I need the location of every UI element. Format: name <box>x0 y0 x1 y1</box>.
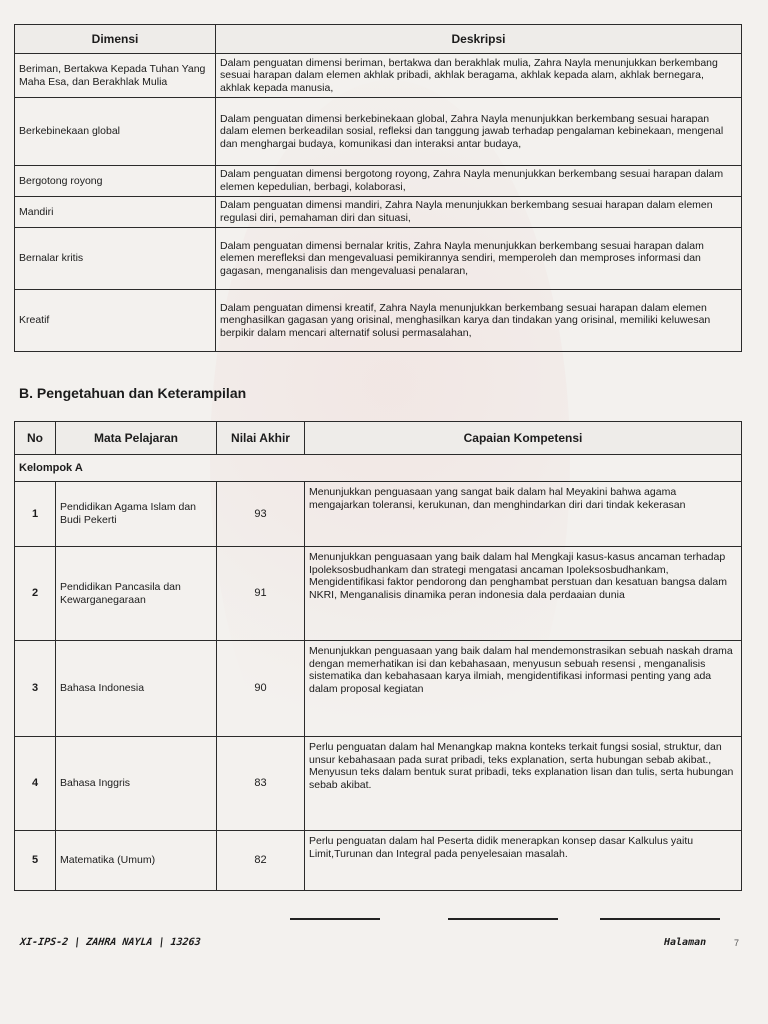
dimensi-cell: Kreatif <box>15 290 216 352</box>
table-row <box>15 290 742 352</box>
table-row <box>15 641 742 737</box>
subject-name: Pendidikan Agama Islam dan Budi Pekerti <box>56 482 217 547</box>
deskripsi-cell: Dalam penguatan dimensi kreatif, Zahra Nayla menunjukkan berkembang sesuai harapan dalam elemen menghasilkan gagasan yang orisinal, menghasilkan karya dan tindakan yang orisinal, memiliki keluwesan berpikir dalam mencari alternatif solusi permasalahan, <box>216 290 742 352</box>
dimensi-cell: Bernalar kritis <box>15 228 216 290</box>
nilai-table-header <box>15 422 742 455</box>
table-row <box>15 482 742 547</box>
footer-divider <box>448 918 558 920</box>
deskripsi-cell: Dalam penguatan dimensi berkebinekaan global, Zahra Nayla menunjukkan berkembang sesuai harapan dalam elemen berkeadilan sosial, refleksi dan tanggung jawab terhadap pengalaman kebinekaan, mengenal dan menghargai budaya, komunikasi dan interaksi antar budaya, <box>216 98 742 166</box>
final-score: 82 <box>217 831 305 891</box>
header-capaian-kompetensi: Capaian Kompetensi <box>305 422 742 455</box>
header-dimensi: Dimensi <box>15 25 216 54</box>
deskripsi-cell: Dalam penguatan dimensi bergotong royong, Zahra Nayla menunjukkan berkembang sesuai harapan dalam elemen kepedulian, berbagi, kolaborasi, <box>216 166 742 197</box>
footer-divider <box>290 918 380 920</box>
subject-name: Pendidikan Pancasila dan Kewarganegaraan <box>56 547 217 641</box>
footer-page-number: 7 <box>734 938 740 948</box>
competency-text: Menunjukkan penguasaan yang baik dalam hal Mengkaji kasus-kasus ancaman terhadap Ipoleksosbudhankam dan strategi mengatasi ancaman Ipoleksosbudhankam, Mengidentifikasi faktor pendorong dan penghambat perstuan dan kesatuan bangsa dalam NKRI, Menganalisis dinamika peran indonesia dala perdaaian dunia <box>305 547 742 641</box>
final-score: 90 <box>217 641 305 737</box>
row-number: 5 <box>15 831 56 891</box>
table-row <box>15 98 742 166</box>
deskripsi-cell: Dalam penguatan dimensi mandiri, Zahra Nayla menunjukkan berkembang sesuai harapan dalam elemen regulasi diri, pemahaman diri dan situasi, <box>216 197 742 228</box>
dimensi-table <box>14 24 742 352</box>
section-title: B. Pengetahuan dan Keterampilan <box>19 385 247 401</box>
row-number: 2 <box>15 547 56 641</box>
competency-text: Perlu penguatan dalam hal Peserta didik menerapkan konsep dasar Kalkulus yaitu Limit,Turunan dan Integral pada penyelesaian masalah. <box>305 831 742 891</box>
row-number: 3 <box>15 641 56 737</box>
table-row <box>15 197 742 228</box>
row-number: 1 <box>15 482 56 547</box>
table-row <box>15 166 742 197</box>
final-score: 91 <box>217 547 305 641</box>
deskripsi-cell: Dalam penguatan dimensi bernalar kritis, Zahra Nayla menunjukkan berkembang sesuai harapan dalam elemen merefleksi dan mengevaluasi pemikirannya sendiri, memperoleh dan memproses informasi dan gagasan, menganalisis dan mengevaluasi penalaran, <box>216 228 742 290</box>
group-row <box>15 455 742 482</box>
final-score: 83 <box>217 737 305 831</box>
footer-divider <box>600 918 720 920</box>
subject-name: Matematika (Umum) <box>56 831 217 891</box>
competency-text: Menunjukkan penguasaan yang sangat baik dalam hal Meyakini bahwa agama mengajarkan toleransi, kerukunan, dan menghindarkan diri dari tindak kekerasan <box>305 482 742 547</box>
header-nilai-akhir: Nilai Akhir <box>217 422 305 455</box>
competency-text: Menunjukkan penguasaan yang baik dalam hal mendemonstrasikan sebuah naskah drama dengan memerhatikan isi dan kebahasaan, menyusun sebuah resensi , menganalisis sistematika dan kebahasaan karya ilmiah, mengidentifikasi informasi penting yang ada dalam proposal kegiatan <box>305 641 742 737</box>
header-deskripsi: Deskripsi <box>216 25 742 54</box>
footer-student-info: XI-IPS-2 | ZAHRA NAYLA | 13263 <box>19 937 202 948</box>
competency-text: Perlu penguatan dalam hal Menangkap makna konteks terkait fungsi sosial, struktur, dan unsur kebahasaan pada surat pribadi, teks explanation, serta hubungan sebab akibat., Menyusun teks dalam bentuk surat pribadi, teks explanation lisan dan tulis, serta hubungan sebab akibat. <box>305 737 742 831</box>
table-row <box>15 228 742 290</box>
dimensi-cell: Mandiri <box>15 197 216 228</box>
deskripsi-cell: Dalam penguatan dimensi beriman, bertakwa dan berakhlak mulia, Zahra Nayla menunjukkan berkembang sesuai harapan dalam elemen akhlak pribadi, akhlak beragama, akhlak kepada alam, akhlak bernegara, akhlak kepada manusia, <box>216 54 742 98</box>
subject-name: Bahasa Inggris <box>56 737 217 831</box>
group-label: Kelompok A <box>15 455 742 482</box>
dimensi-table-header <box>15 25 742 54</box>
table-row <box>15 737 742 831</box>
table-row <box>15 547 742 641</box>
table-row <box>15 831 742 891</box>
table-row <box>15 54 742 98</box>
subject-name: Bahasa Indonesia <box>56 641 217 737</box>
dimensi-cell: Berkebinekaan global <box>15 98 216 166</box>
nilai-table <box>14 421 742 891</box>
header-mata-pelajaran: Mata Pelajaran <box>56 422 217 455</box>
dimensi-cell: Beriman, Bertakwa Kepada Tuhan Yang Maha Esa, dan Berakhlak Mulia <box>15 54 216 98</box>
final-score: 93 <box>217 482 305 547</box>
footer-page-label: Halaman <box>664 937 707 948</box>
header-no: No <box>15 422 56 455</box>
row-number: 4 <box>15 737 56 831</box>
dimensi-cell: Bergotong royong <box>15 166 216 197</box>
